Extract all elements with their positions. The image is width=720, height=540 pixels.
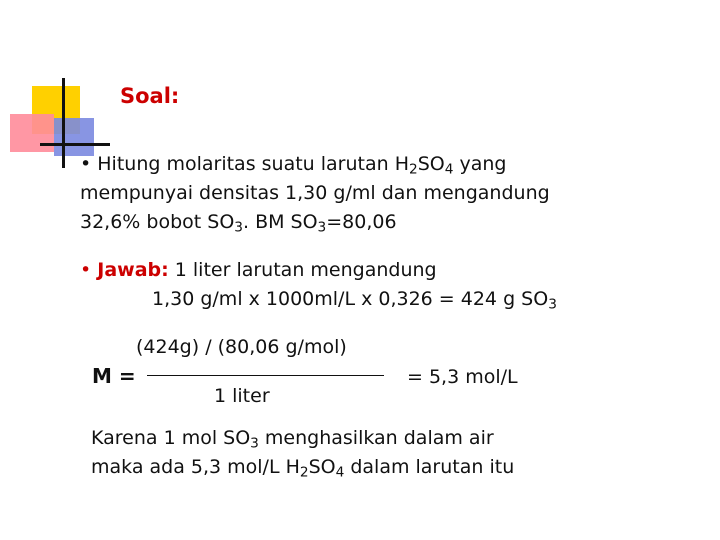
conclusion-line-2 [91, 453, 514, 482]
answer-line2-prefix: 1,30 g/ml x 1000ml/L x 0,326 = 424 g SO [152, 288, 549, 310]
question-line3-prefix: 32,6% bobot SO [80, 211, 235, 233]
answer-line2-sub: 3 [548, 296, 557, 313]
answer-line1: 1 liter larutan mengandung [168, 259, 437, 281]
slide-title [120, 84, 179, 108]
conclusion-line2-sub1: 2 [299, 464, 309, 481]
question-line3-sub1: 3 [234, 219, 243, 236]
fraction-bar [147, 375, 384, 376]
question-line1-suffix: yang [453, 153, 507, 175]
question-line3-suffix: =80,06 [326, 211, 397, 233]
question-paragraph [80, 150, 550, 237]
formula-numerator: (424g) / (80,06 g/mol) [136, 336, 347, 358]
conclusion-line2-prefix: maka ada 5,3 mol/L H [91, 456, 300, 478]
conclusion-line2-suffix: dalam larutan itu [344, 456, 515, 478]
question-line3-sub2: 3 [317, 219, 327, 236]
question-line1-prefix: Hitung molaritas suatu larutan H [97, 153, 409, 175]
conclusion-line2-mid: SO [308, 456, 336, 478]
answer-label: Jawab: [97, 259, 169, 281]
answer-bullet: • [80, 259, 92, 281]
vertical-line [62, 78, 65, 168]
answer-line-2 [80, 285, 557, 314]
question-line1-mid: SO [417, 153, 445, 175]
question-line-3 [80, 208, 550, 237]
title-text: Soal: [120, 84, 180, 108]
conclusion-line1-suffix: menghasilkan dalam air [258, 427, 494, 449]
conclusion-line2-sub2: 4 [335, 464, 345, 481]
question-line-2: mempunyai densitas 1,30 g/ml dan mengandung [80, 182, 550, 204]
answer-paragraph [80, 256, 557, 314]
conclusion-line-1 [91, 424, 514, 453]
question-bullet: • [80, 153, 92, 175]
conclusion-line1-prefix: Karena 1 mol SO [91, 427, 251, 449]
question-line1-sub1: 2 [409, 161, 418, 178]
decorative-squares-logo [0, 0, 110, 170]
answer-line-1 [80, 256, 557, 285]
conclusion-line1-sub: 3 [250, 435, 259, 452]
formula-result: = 5,3 mol/L [407, 366, 518, 388]
horizontal-line [40, 143, 110, 146]
question-line3-mid: . BM SO [242, 211, 318, 233]
conclusion-paragraph [91, 424, 514, 482]
formula-denominator: 1 liter [214, 385, 270, 407]
question-line-1 [80, 150, 550, 179]
question-line1-sub2: 4 [444, 161, 454, 178]
pink-square [10, 114, 54, 152]
formula-lhs: M = [92, 364, 136, 388]
